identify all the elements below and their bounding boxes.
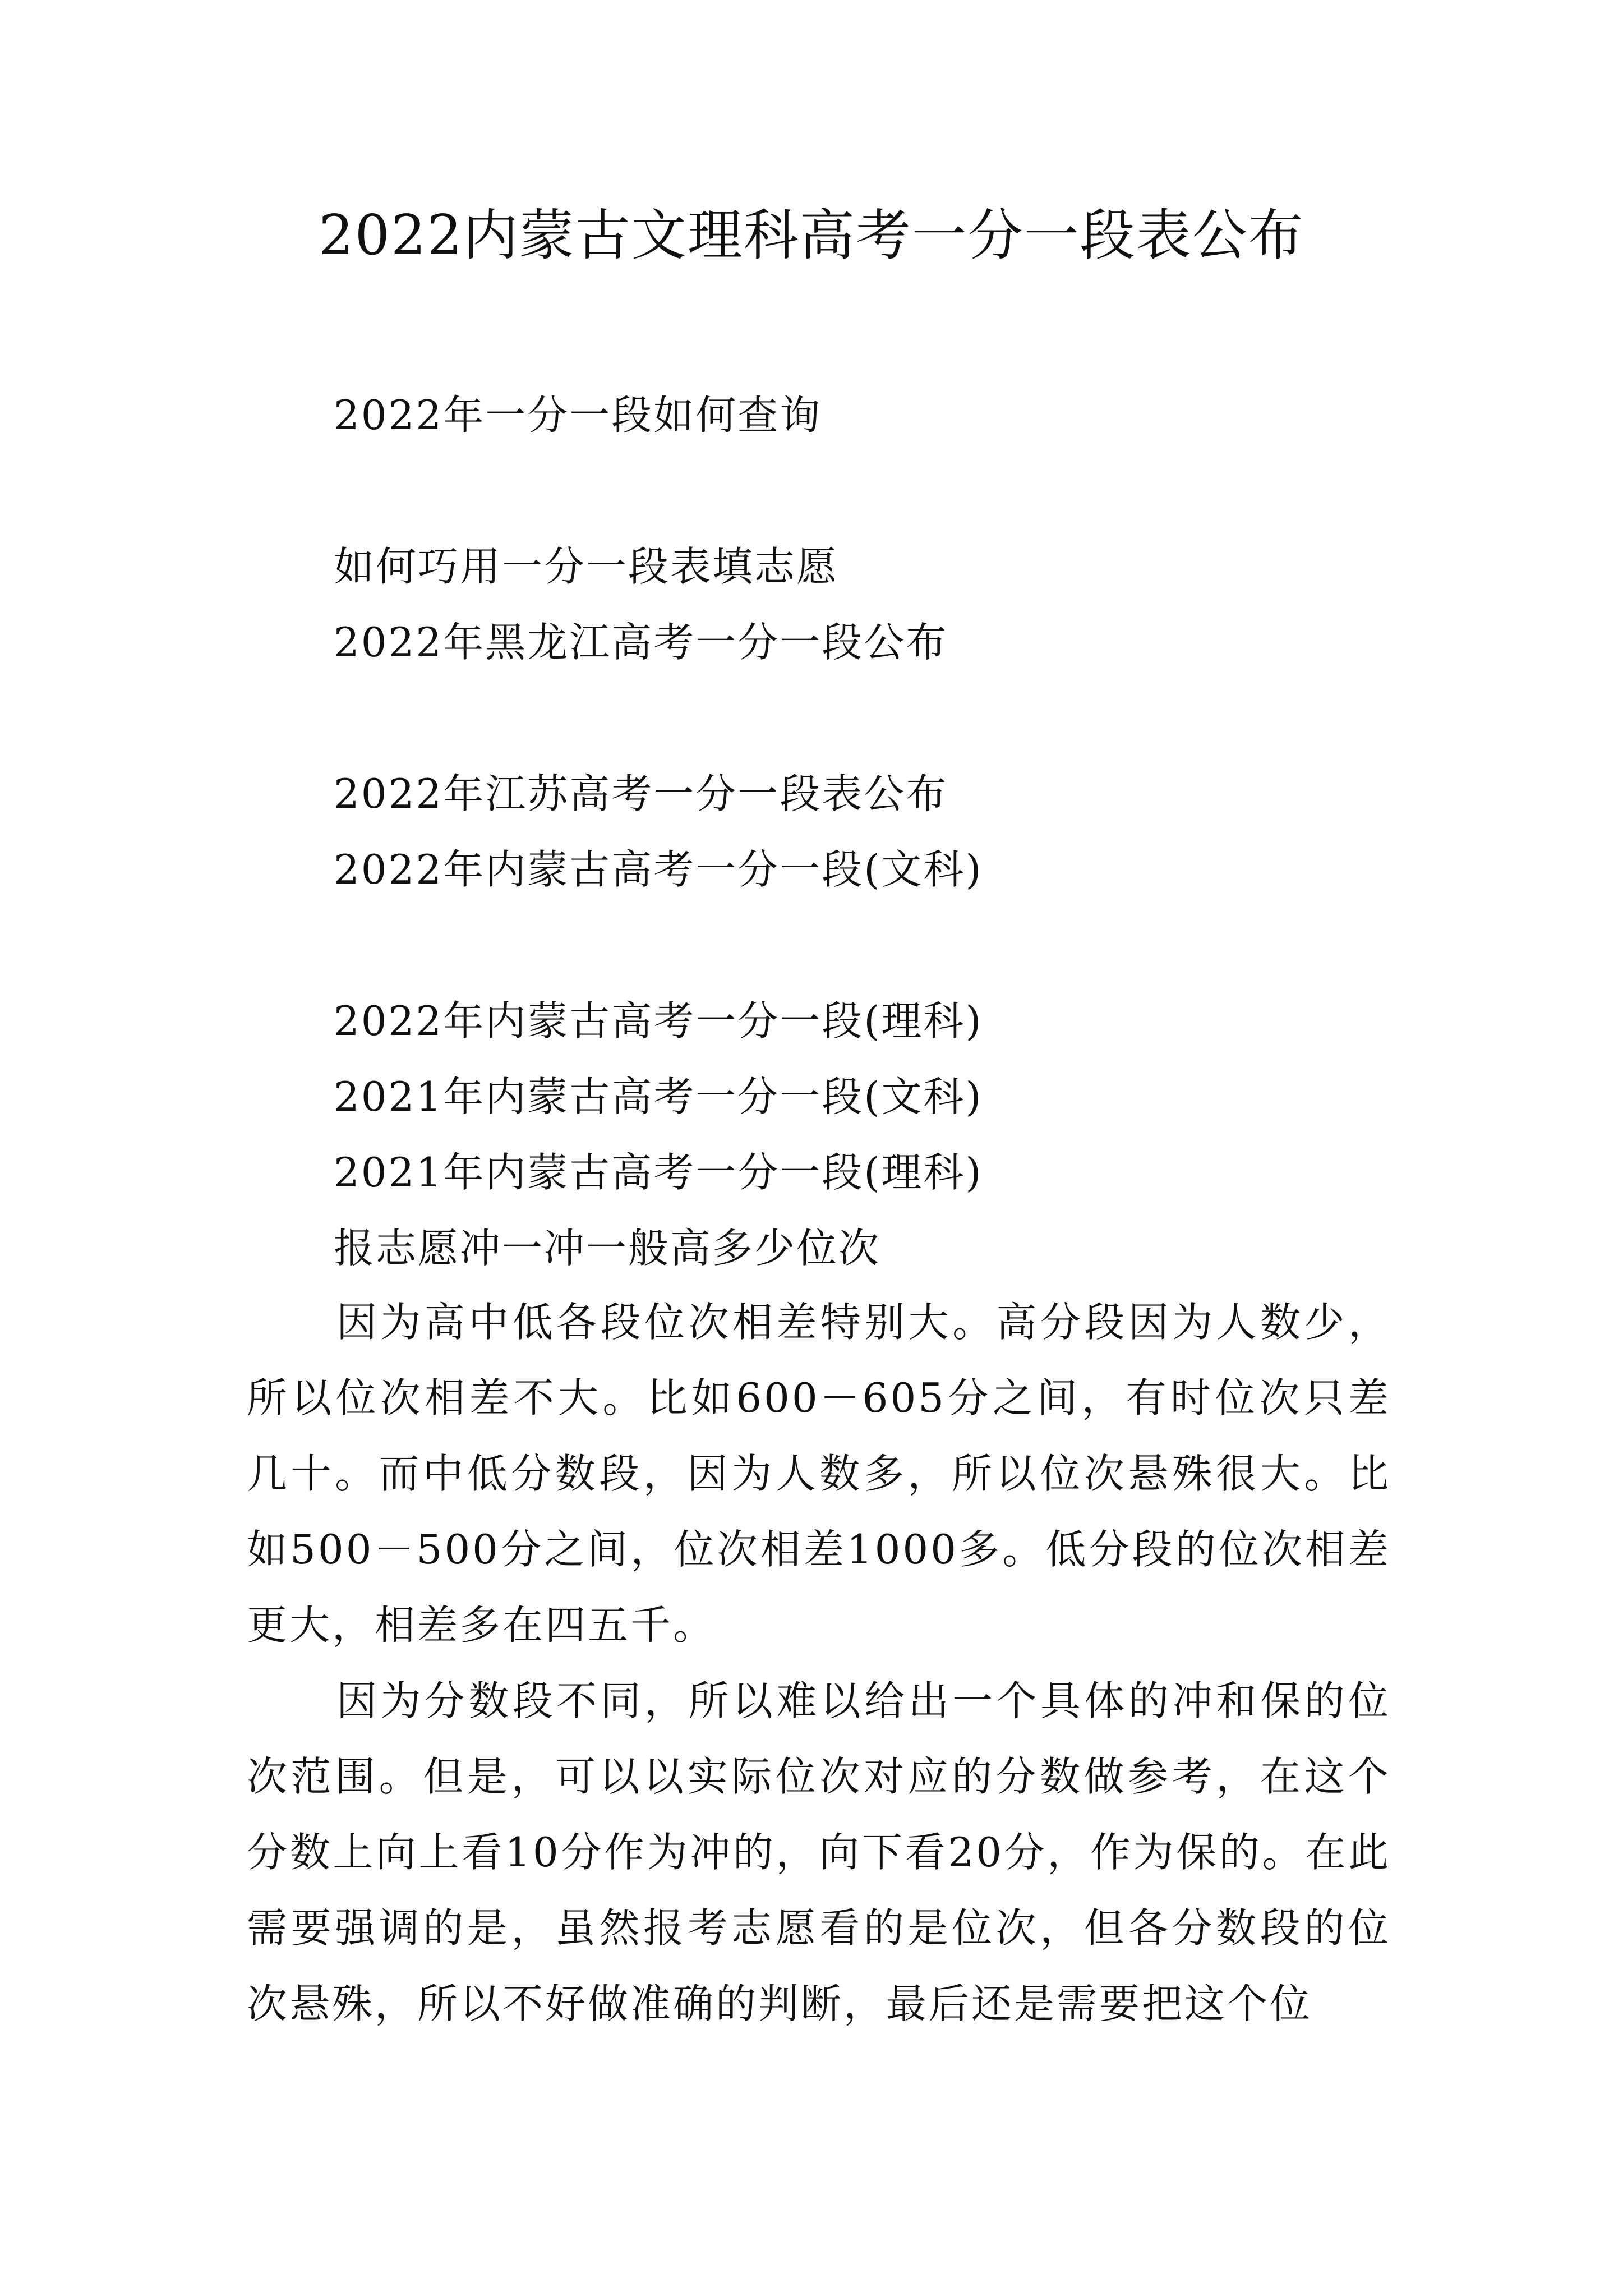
list-item: 2022年一分一段如何查询 (334, 392, 822, 439)
body-paragraph: 因为高中低各段位次相差特别大。高分段因为人数少，所以位次相差不大。比如600－605分之间，有时位次只差几十。而中低分数段，因为人数多，所以位次悬殊很大。比如500－500分之间，位次相差1000多。低分段的位次相差更大，相差多在四五千。 (247, 1299, 1391, 1649)
list-item: 2022年内蒙古高考一分一段(文科) (334, 846, 983, 893)
document-title: 2022内蒙古文理科高考一分一段表公布 (319, 204, 1304, 268)
list-item: 2021年内蒙古高考一分一段(文科) (334, 1073, 983, 1120)
list-item: 2022年内蒙古高考一分一段(理科) (334, 997, 983, 1045)
list-item: 2021年内蒙古高考一分一段(理科) (334, 1149, 983, 1196)
list-item: 报志愿冲一冲一般高多少位次 (334, 1225, 881, 1272)
list-item: 如何巧用一分一段表填志愿 (334, 543, 839, 590)
body-paragraph: 因为分数段不同，所以难以给出一个具体的冲和保的位次范围。但是，可以以实际位次对应的分数做参考，在这个分数上向上看10分作为冲的，向下看20分，作为保的。在此需要强调的是，虽然报考志愿看的是位次，但各分数段的位次悬殊，所以不好做准确的判断，最后还是需要把这个位 (247, 1677, 1391, 2027)
list-item: 2022年江苏高考一分一段表公布 (334, 770, 948, 817)
list-item: 2022年黑龙江高考一分一段公布 (334, 619, 948, 666)
